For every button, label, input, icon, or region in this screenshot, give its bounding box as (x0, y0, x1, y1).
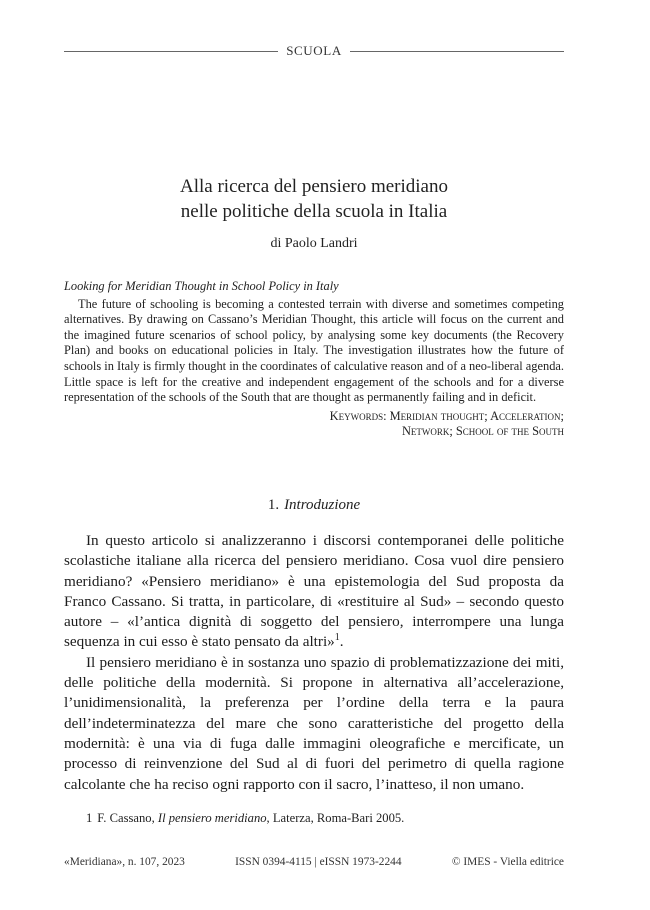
footnote-1 (64, 811, 564, 826)
header-rule-right (350, 51, 564, 52)
footnote-number: 1 (86, 811, 93, 825)
article-title-line-1: Alla ricerca del pensiero meridiano (180, 176, 448, 197)
page-footer (64, 856, 564, 868)
paragraph-1-text: In questo articolo si analizzeranno i discorsi contemporanei delle politiche scolastiche italiane alla ricerca del pensiero meridiano. Cosa vuol dire pensiero meridiano? «Pensiero meridiano» è una epistemologia del Sud proposta da Franco Cassano. Si tratta, in particolare, di «restituire al Sud» – secondo questo autore – «l’antica dignità di soggetto del pensiero, interrompere una lunga sequenza in cui esso è stato pensato da altri» (64, 532, 564, 651)
article-author: di Paolo Landri (270, 236, 358, 251)
footnote-ref-1[interactable]: 1 (334, 632, 340, 644)
paragraph-2: Il pensiero meridiano è in sostanza uno spazio di problematizzazione dei miti, delle politiche della modernità. Si propone in alternativa all’accelerazione, l’unidimensionalità, la preferenza per l’ordine della terra e la paura dell’indeterminatezza del mare che sono caratteristiche del progetto della modernità: è una via di fuga dalle immagini oleografiche e mercificate, un processo di reinvenzione del Sud al di fuori del perimetro di quella ragione calcolante che ha reciso ogni rapporto con il sacro, l’inatteso, il non umano. (64, 653, 564, 793)
footer-journal: «Meridiana», n. 107, 2023 (64, 856, 185, 868)
paragraph-1 (64, 531, 564, 653)
header-rule-left (64, 51, 278, 52)
keywords (64, 409, 564, 440)
section-title: Introduzione (284, 497, 361, 513)
section-label: SCUOLA (286, 43, 342, 58)
footer-publisher: © IMES - Viella editrice (451, 856, 564, 868)
keywords-line-2: Network; School of the South (401, 424, 564, 439)
abstract (64, 279, 564, 440)
footnote-rest: , Laterza, Roma-Bari 2005. (266, 811, 405, 825)
paragraph-1-end: . (339, 633, 344, 651)
body-text (64, 531, 564, 795)
section-number: 1. (267, 497, 280, 513)
abstract-title: Looking for Meridian Thought in School Policy in Italy (64, 279, 339, 293)
article-title-line-2: nelle politiche della scuola in Italia (180, 201, 448, 222)
footer-issn: ISSN 0394-4115 | eISSN 1973-2244 (235, 856, 402, 868)
article-title (64, 174, 564, 224)
footnote-author: F. Cassano, (97, 811, 155, 825)
abstract-text: The future of schooling is becoming a contested terrain with diverse and sometimes competing alternatives. By drawing on Cassano’s Meridian Thought, this article will focus on the current and the imagined future scenarios of school policy, by analysing some key documents (the Recovery Plan) and books on educational policies in Italy. The investigation illustrates how the future of schools in Italy is firmly thought in the coordinates of calculative reason and of a neo-liberal agenda. Little space is left for the creative and independent engagement of the schools and for a diverse representation of the schools of the South that are thought as permanently failing and in deficit. (64, 296, 564, 405)
keywords-line-1: Keywords: Meridian thought; Acceleration; (329, 408, 564, 423)
running-header (64, 40, 564, 62)
footnote-book-title: Il pensiero meridiano (157, 811, 267, 825)
section-heading (64, 497, 564, 514)
